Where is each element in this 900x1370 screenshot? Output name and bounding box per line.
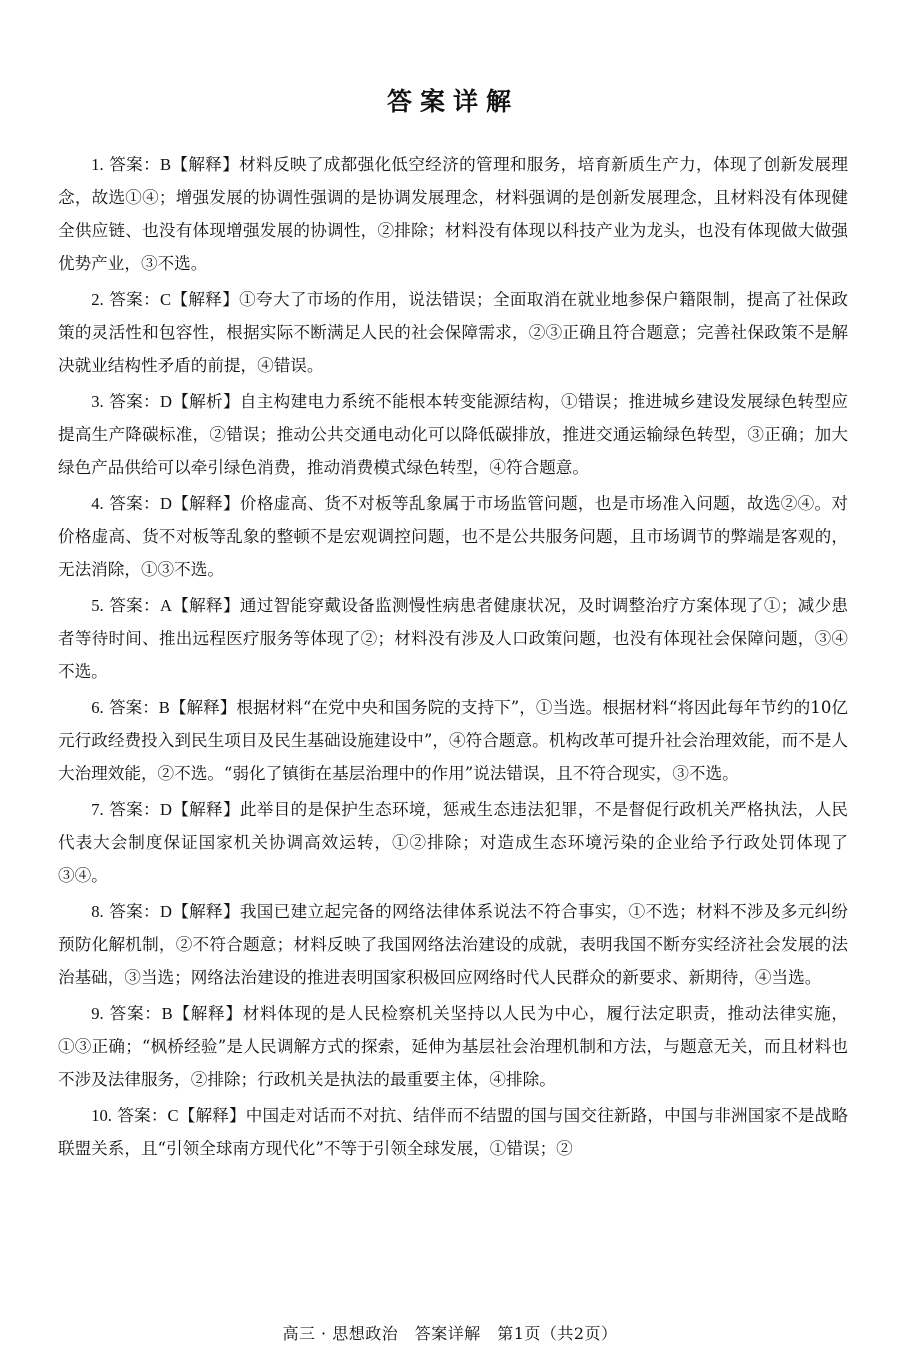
explanation-text: 通过智能穿戴设备监测慢性病患者健康状况，及时调整治疗方案体现了①；减少患者等待时间、推出远程医疗服务等体现了②；材料没有涉及人口政策问题，也没有体现社会保障问题，③④不选。 xyxy=(58,596,849,681)
answer-label: 答案：B xyxy=(108,698,170,717)
question-number: 4. xyxy=(91,494,104,513)
page-footer: 高三 · 思想政治 答案详解 第1页（共2页） xyxy=(282,1324,618,1343)
answer-label: 答案：A xyxy=(109,596,172,615)
explanation-text: 中国走对话而不对抗、结伴而不结盟的国与国交往新路，中国与非洲国家不是战略联盟关系，且“引领全球南方现代化”不等于引领全球发展，①错误；② xyxy=(58,1106,849,1158)
question-number: 6. xyxy=(91,698,104,717)
answer-item xyxy=(58,385,848,484)
answer-item xyxy=(58,793,848,892)
question-number: 10. xyxy=(91,1106,112,1125)
explanation-text: 根据材料“在党中央和国务院的支持下”，①当选。根据材料“将因此每年节约的10亿元行政经费投入到民生项目及民生基础设施建设中”，④符合题意。机构改革可提升社会治理效能，而不是人大治理效能，②不选。“弱化了镇街在基层治理中的作用”说法错误，且不符合现实，③不选。 xyxy=(58,698,849,783)
question-number: 3. xyxy=(91,392,104,411)
explanation-text: 自主构建电力系统不能根本转变能源结构，①错误；推进城乡建设发展绿色转型应提高生产降碳标准，②错误；推动公共交通电动化可以降低碳排放，推进交通运输绿色转型，③正确；加大绿色产品供给可以牵引绿色消费，推动消费模式绿色转型，④符合题意。 xyxy=(58,392,849,477)
answer-item xyxy=(58,691,848,790)
answer-item xyxy=(58,895,848,994)
explain-label: 【解释】 xyxy=(171,290,240,309)
answer-item xyxy=(58,1099,848,1165)
explain-label: 【解释】 xyxy=(169,698,237,717)
explain-label: 【解释】 xyxy=(171,596,240,615)
question-number: 8. xyxy=(91,902,104,921)
answer-label: 答案：B xyxy=(109,155,172,174)
explain-label: 【解释】 xyxy=(171,494,240,513)
answer-list xyxy=(58,148,848,1165)
answer-label: 答案：D xyxy=(109,902,172,921)
answer-item xyxy=(58,589,848,688)
answer-label: 答案：D xyxy=(109,392,172,411)
answer-item xyxy=(58,283,848,382)
explain-label: 【解释】 xyxy=(172,1004,243,1023)
explain-label: 【解释】 xyxy=(171,155,240,174)
question-number: 5. xyxy=(91,596,104,615)
explanation-text: 我国已建立起完备的网络法律体系说法不符合事实，①不选；材料不涉及多元纠纷预防化解机制，②不符合题意；材料反映了我国网络法治建设的成就，表明我国不断夯实经济社会发展的法治基础，③当选；网络法治建设的推进表明国家积极回应网络时代人民群众的新要求、新期待，④当选。 xyxy=(58,902,849,987)
explanation-text: 价格虚高、货不对板等乱象属于市场监管问题，也是市场准入问题，故选②④。对价格虚高、货不对板等乱象的整顿不是宏观调控问题，也不是公共服务问题，且市场调节的弊端是客观的，无法消除，①③不选。 xyxy=(58,494,849,579)
answer-item xyxy=(58,487,848,586)
explanation-text: ①夸大了市场的作用，说法错误；全面取消在就业地参保户籍限制，提高了社保政策的灵活性和包容性，根据实际不断满足人民的社会保障需求，②③正确且符合题意；完善社保政策不是解决就业结构性矛盾的前提，④错误。 xyxy=(58,290,849,375)
answer-label: 答案：C xyxy=(117,1106,179,1125)
question-number: 2. xyxy=(91,290,104,309)
answer-item xyxy=(58,997,848,1096)
question-number: 9. xyxy=(91,1004,104,1023)
explain-label: 【解释】 xyxy=(171,800,240,819)
explain-label: 【解释】 xyxy=(171,902,240,921)
answer-label: 答案：D xyxy=(109,800,172,819)
question-number: 1. xyxy=(91,155,104,174)
answer-label: 答案：B xyxy=(109,1004,173,1023)
explain-label: 【解释】 xyxy=(178,1106,246,1125)
answer-item xyxy=(58,148,848,280)
explanation-text: 材料体现的是人民检察机关坚持以人民为中心，履行法定职责，推动法律实施，①③正确；“枫桥经验”是人民调解方式的探索，延伸为基层社会治理机制和方法，与题意无关，而且材料也不涉及法律服务，②排除；行政机关是执法的最重要主体，④排除。 xyxy=(58,1004,849,1089)
answer-label: 答案：D xyxy=(109,494,172,513)
explanation-text: 此举目的是保护生态环境，惩戒生态违法犯罪，不是督促行政机关严格执法，人民代表大会制度保证国家机关协调高效运转，①②排除；对造成生态环境污染的企业给予行政处罚体现了③④。 xyxy=(58,800,849,885)
explain-label: 【解析】 xyxy=(171,392,240,411)
explanation-text: 材料反映了成都强化低空经济的管理和服务，培育新质生产力，体现了创新发展理念，故选①④；增强发展的协调性强调的是协调发展理念，材料强调的是创新发展理念，且材料没有体现健全供应链、也没有体现增强发展的协调性，②排除；材料没有体现以科技产业为龙头，也没有体现做大做强优势产业，③不选。 xyxy=(58,155,849,273)
question-number: 7. xyxy=(91,800,104,819)
page-title: 答案详解 xyxy=(386,87,519,116)
answer-label: 答案：C xyxy=(109,290,172,309)
